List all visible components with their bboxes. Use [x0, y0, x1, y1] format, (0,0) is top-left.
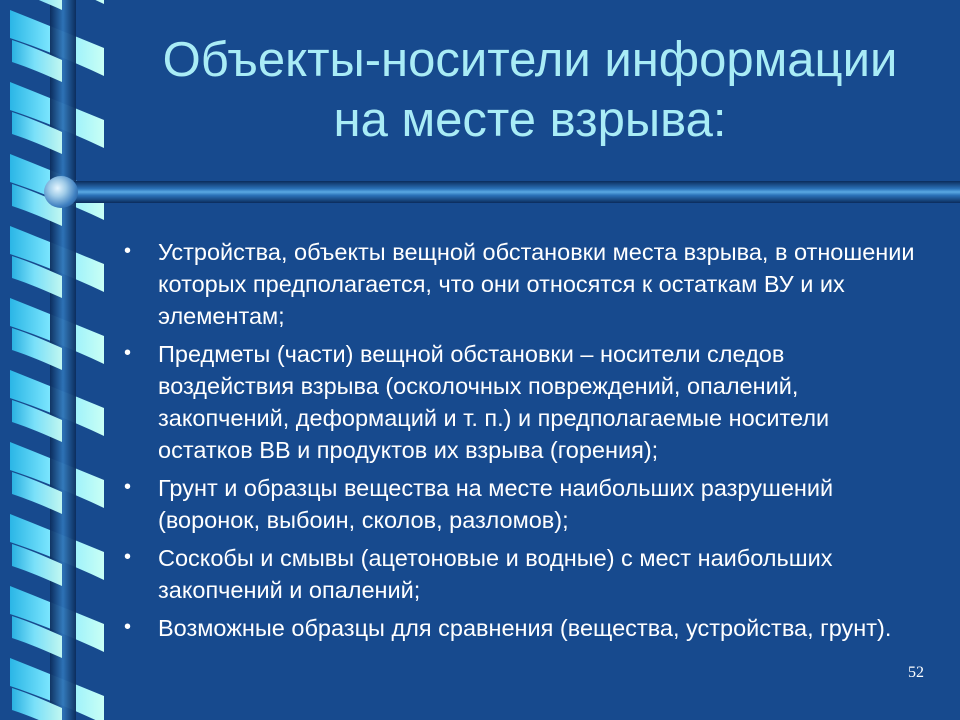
bullet-text: Соскобы и смывы (ацетоновые и водные) с мест наибольших закопчений и опалений; [158, 545, 833, 603]
page-number: 52 [908, 664, 924, 681]
bullet-icon: • [124, 546, 132, 568]
bullet-icon: • [124, 476, 132, 498]
horizontal-rule-bar [50, 181, 960, 203]
bullet-text: Предметы (части) вещной обстановки – носители следов воздействия взрыва (осколочных повреждений, опалений, закопчений, деформаций и т. п.) и предполагаемые носители остатков ВВ и продуктов их взрыва (горения); [158, 341, 830, 463]
bullet-icon: • [124, 342, 132, 364]
bullet-item [120, 236, 920, 332]
bullet-item [120, 338, 920, 466]
bullet-item [120, 612, 920, 644]
bullet-text: Грунт и образцы вещества на месте наибольших разрушений (воронок, выбоин, сколов, разломов); [158, 475, 834, 533]
bullet-text: Возможные образцы для сравнения (вещества, устройства, грунт). [158, 615, 892, 641]
slide-title [110, 30, 950, 150]
bullet-list [120, 236, 920, 650]
bullet-item [120, 542, 920, 606]
bullet-text: Устройства, объекты вещной обстановки места взрыва, в отношении которых предполагается, что они относятся к остаткам ВУ и их элементам; [158, 239, 915, 329]
title-line: Объекты-носители информации [162, 33, 898, 87]
title-line: на месте взрыва: [333, 93, 727, 147]
twisted-ribbon-decoration [0, 0, 110, 720]
bullet-icon: • [124, 616, 132, 638]
sphere-knob-icon [44, 176, 78, 208]
bullet-icon: • [124, 240, 132, 262]
bullet-item [120, 472, 920, 536]
